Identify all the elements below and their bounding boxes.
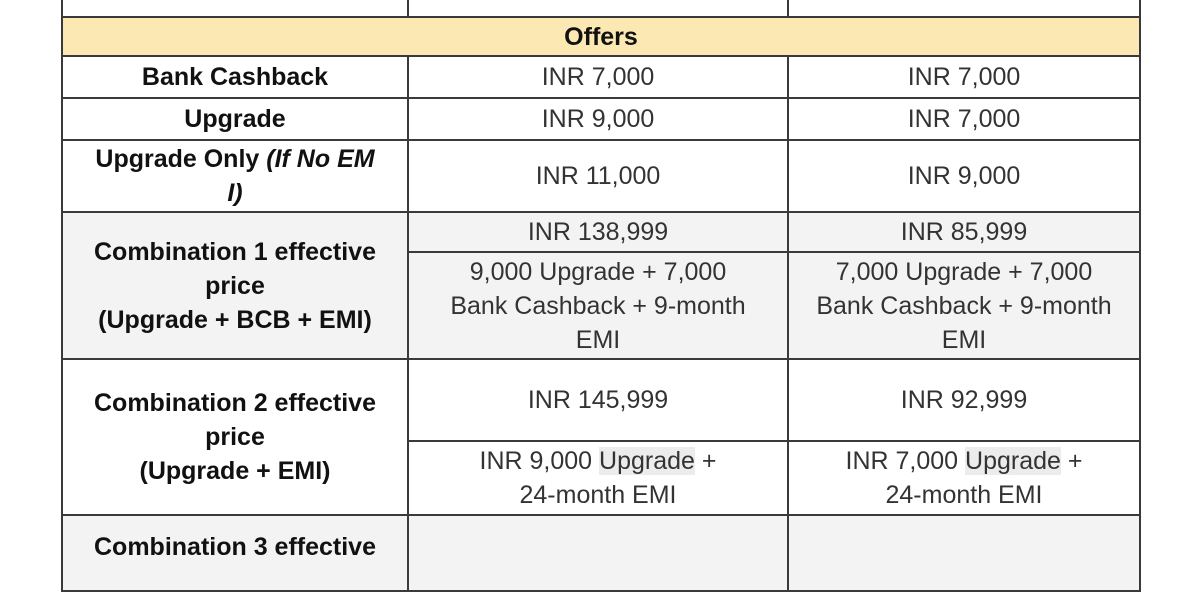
offers-comparison-table <box>61 0 1141 592</box>
combination-3-label: Combination 3 effective <box>62 515 408 591</box>
upgrade-col2: INR 7,000 <box>788 98 1140 140</box>
combination-3-row <box>62 515 1140 591</box>
offers-section-row <box>62 17 1140 56</box>
combination-2-detail: (Upgrade + EMI) <box>139 457 331 485</box>
note-prefix: INR 9,000 <box>479 447 593 475</box>
combination-1-col2-note <box>788 252 1140 359</box>
mop-col2 <box>788 0 1140 17</box>
combination-2-price-row <box>62 359 1140 441</box>
note-line-2: 24-month EMI <box>519 481 677 509</box>
upgrade-only-note: (If No EM <box>266 145 375 173</box>
mop-label <box>62 0 408 17</box>
note-prefix: INR 7,000 <box>845 447 959 475</box>
note-line-1 <box>793 444 1135 478</box>
combination-2-col1-price: INR 145,999 <box>408 359 788 441</box>
table-row <box>62 56 1140 98</box>
note-line: Bank Cashback + 9-month <box>816 291 1112 320</box>
combination-1-col1-price: INR 138,999 <box>408 212 788 252</box>
upgrade-highlight: Upgrade <box>965 447 1061 475</box>
combination-1-col2-price: INR 85,999 <box>788 212 1140 252</box>
upgrade-label: Upgrade <box>62 98 408 140</box>
upgrade-only-col1: INR 11,000 <box>408 140 788 212</box>
upgrade-only-note-end: I) <box>227 179 243 207</box>
bank-cashback-col2: INR 7,000 <box>788 56 1140 98</box>
combination-2-label <box>62 359 408 515</box>
combination-3-col2 <box>788 515 1140 591</box>
note-line-2: 24-month EMI <box>885 481 1043 509</box>
note-suffix: + <box>1067 447 1083 475</box>
mop-row <box>62 0 1140 17</box>
note-line: Bank Cashback + 9-month <box>450 291 746 320</box>
bank-cashback-label: Bank Cashback <box>62 56 408 98</box>
bank-cashback-col1: INR 7,000 <box>408 56 788 98</box>
combination-1-title: Combination 1 effective <box>94 237 376 266</box>
mop-col1 <box>408 0 788 17</box>
upgrade-only-col2: INR 9,000 <box>788 140 1140 212</box>
upgrade-only-label <box>62 140 408 212</box>
note-line-1 <box>413 444 783 478</box>
note-line: 7,000 Upgrade + 7,000 <box>835 257 1093 286</box>
combination-1-detail: (Upgrade + BCB + EMI) <box>98 305 372 334</box>
note-line: EMI <box>575 325 621 354</box>
table-row <box>62 140 1140 212</box>
note-line: 9,000 Upgrade + 7,000 <box>469 257 727 286</box>
combination-2-col1-note <box>408 441 788 515</box>
combination-2-title: Combination 2 effective <box>94 389 376 417</box>
combination-1-col1-note <box>408 252 788 359</box>
upgrade-highlight: Upgrade <box>599 447 695 475</box>
combination-3-col1 <box>408 515 788 591</box>
table-row <box>62 98 1140 140</box>
note-suffix: + <box>701 447 717 475</box>
combination-2-col2-price: INR 92,999 <box>788 359 1140 441</box>
combination-1-subtitle: price <box>205 271 265 300</box>
combination-1-price-row <box>62 212 1140 252</box>
combination-1-label <box>62 212 408 359</box>
upgrade-only-main: Upgrade Only <box>95 145 260 173</box>
upgrade-col1: INR 9,000 <box>408 98 788 140</box>
note-line: EMI <box>941 325 987 354</box>
offers-section-header: Offers <box>62 17 1140 56</box>
combination-2-col2-note <box>788 441 1140 515</box>
combination-2-subtitle: price <box>205 423 265 451</box>
